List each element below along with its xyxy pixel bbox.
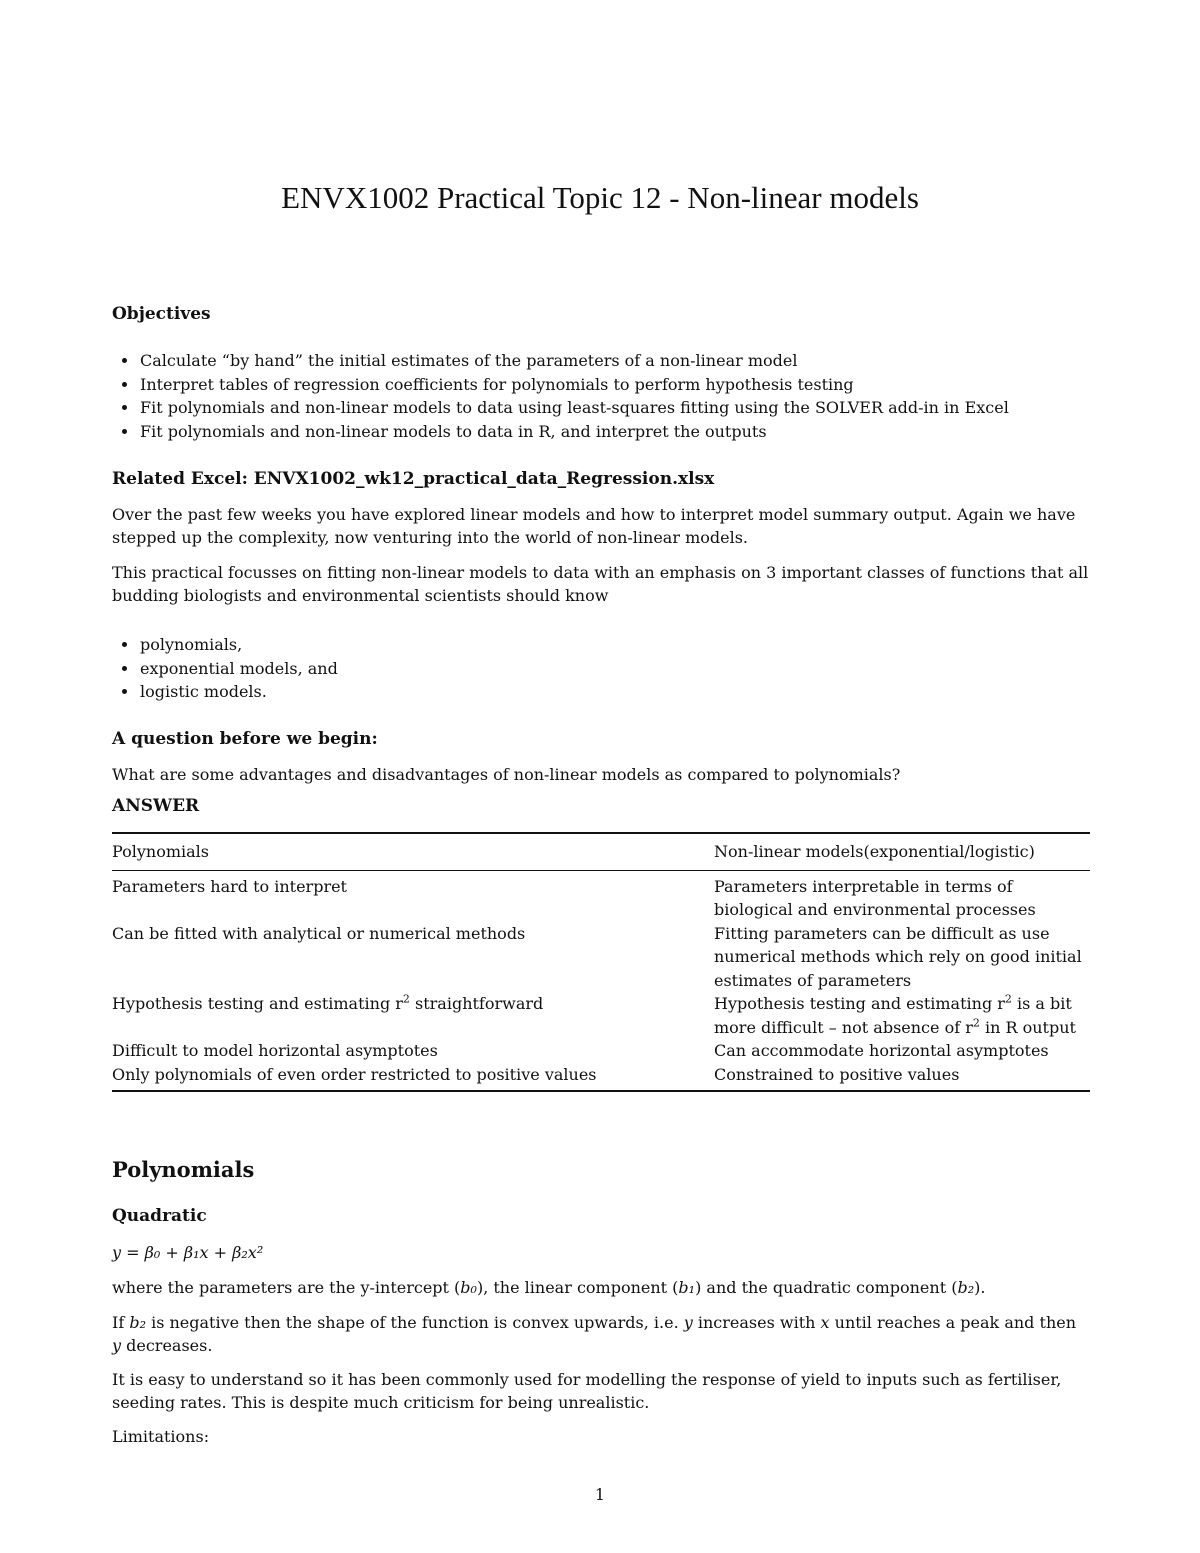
question-text: What are some advantages and disadvantages of non-linear models as compared to polynomials? bbox=[112, 765, 901, 784]
limitations-label: Limitations: bbox=[112, 1427, 210, 1446]
table-cell: Hypothesis testing and estimating $r^2$ is a bit more difficult – not absence of $r^2$ in R output bbox=[714, 992, 1076, 1037]
related-excel-heading: Related Excel: ENVX1002_wk12_practical_data_Regression.xlsx bbox=[112, 469, 715, 489]
objectives-list bbox=[112, 349, 1118, 443]
table-header-polynomials: Polynomials bbox=[112, 842, 209, 861]
list-item: Calculate “by hand” the initial estimates of the parameters of a non-linear model bbox=[140, 349, 1118, 373]
table-cell: Can be fitted with analytical or numerical methods bbox=[112, 923, 526, 943]
intro-paragraph-2: This practical focusses on fitting non-linear models to data with an emphasis on 3 important classes of functions that all budding biologists and environmental scientists should know bbox=[112, 563, 1089, 605]
usage-paragraph: It is easy to understand so it has been commonly used for modelling the response of yield to inputs such as fertiliser, seeding rates. This is despite much criticism for being unrealistic. bbox=[112, 1370, 1062, 1412]
page-number: 1 bbox=[594, 1485, 606, 1504]
table-cell: Difficult to model horizontal asymptotes bbox=[112, 1041, 438, 1060]
list-item: Fit polynomials and non-linear models to data in R, and interpret the outputs bbox=[140, 420, 1118, 444]
list-item: polynomials, bbox=[140, 633, 1118, 657]
section-heading-polynomials: Polynomials bbox=[112, 1157, 255, 1182]
table-cell: Parameters interpretable in terms of biological and environmental processes bbox=[714, 876, 1036, 919]
parameter-description: where the parameters are the y-intercept (b₀), the linear component (b₁) and the quadratic component (b₂). bbox=[112, 1278, 986, 1297]
answer-table-wrapper bbox=[112, 832, 1090, 1092]
function-classes-list bbox=[112, 633, 1118, 704]
table-row bbox=[112, 922, 1090, 993]
list-item: Interpret tables of regression coefficients for polynomials to perform hypothesis testing bbox=[140, 373, 1118, 397]
table-row bbox=[112, 870, 1090, 922]
page-title: ENVX1002 Practical Topic 12 - Non-linear models bbox=[281, 180, 919, 215]
table-cell: Parameters hard to interpret bbox=[112, 876, 347, 896]
table-cell: Only polynomials of even order restricted to positive values bbox=[112, 1064, 597, 1084]
table-row bbox=[112, 1039, 1090, 1063]
table-cell: Can accommodate horizontal asymptotes bbox=[714, 1041, 1049, 1060]
intro-paragraph-1: Over the past few weeks you have explored linear models and how to interpret model summary output. Again we have stepped up the complexity, now venturing into the world of non-linear models. bbox=[112, 505, 1076, 547]
list-item: exponential models, and bbox=[140, 657, 1118, 681]
list-item: Fit polynomials and non-linear models to data using least-squares fitting using the SOLVER add-in in Excel bbox=[140, 396, 1118, 420]
subsection-heading-quadratic: Quadratic bbox=[112, 1206, 207, 1226]
table-cell: Hypothesis testing and estimating $r^2$ straightforward bbox=[112, 992, 544, 1013]
answer-table bbox=[112, 832, 1090, 1092]
list-item: logistic models. bbox=[140, 680, 1118, 704]
table-header-nonlinear: Non-linear models(exponential/logistic) bbox=[714, 842, 1035, 861]
shape-description: If b₂ is negative then the shape of the function is convex upwards, i.e. y increases with x until reaches a peak and then y decreases. bbox=[112, 1313, 1077, 1355]
table-row bbox=[112, 992, 1090, 1039]
question-heading: A question before we begin: bbox=[112, 729, 378, 749]
table-row bbox=[112, 1063, 1090, 1092]
table-cell: Constrained to positive values bbox=[714, 1064, 960, 1084]
answer-heading: ANSWER bbox=[112, 796, 200, 816]
table-cell: Fitting parameters can be difficult as use numerical methods which rely on good initial estimates of parameters bbox=[714, 923, 1082, 990]
objectives-heading: Objectives bbox=[112, 304, 211, 324]
quadratic-equation: y = β₀ + β₁x + β₂x² bbox=[112, 1243, 264, 1262]
